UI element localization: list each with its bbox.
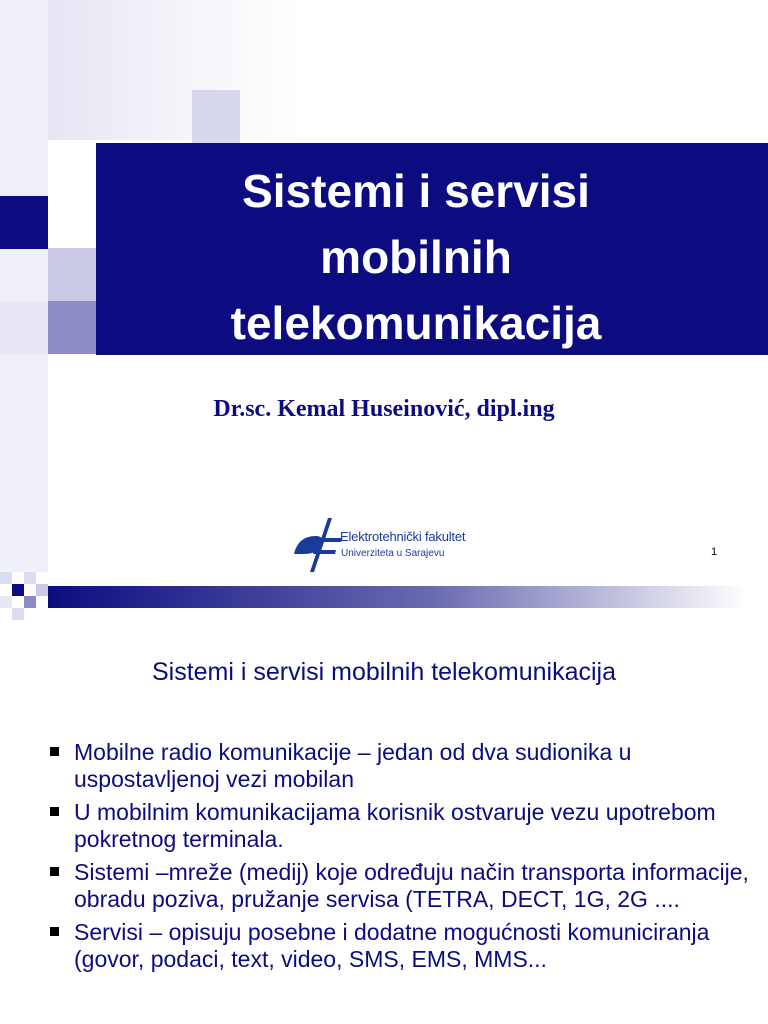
content-slide xyxy=(0,572,768,1024)
etf-logo-icon xyxy=(288,514,342,572)
bullet-list xyxy=(50,739,750,979)
author-name: Dr.sc. Kemal Huseinović, dipl.ing xyxy=(213,396,555,422)
list-item: Servisi – opisuju posebne i dodatne mogućnosti komuniciranja (govor, podaci, text, video, SMS, EMS, MMS... xyxy=(50,919,750,973)
bullet-square-icon xyxy=(50,807,59,816)
title-line-3: telekomunikacija xyxy=(230,297,602,349)
header-decoration xyxy=(0,572,768,622)
title-line-2: mobilnih xyxy=(320,231,512,283)
list-item: Mobilne radio komunikacije – jedan od dva sudionika u uspostavljenoj vezi mobilan xyxy=(50,739,750,793)
bullet-square-icon xyxy=(50,867,59,876)
list-item: Sistemi –mreže (medij) koje određuju način transporta informacije, obradu poziva, pružanje servisa (TETRA, DECT, 1G, 2G .... xyxy=(50,859,750,913)
logo-faculty-name: Elektrotehnički fakultet xyxy=(340,529,466,544)
slide-title xyxy=(96,158,736,356)
content-title: Sistemi i servisi mobilnih telekomunikacija xyxy=(151,658,617,686)
faculty-logo xyxy=(288,514,488,572)
bullet-square-icon xyxy=(50,927,59,936)
bullet-square-icon xyxy=(50,747,59,756)
page-number: 1 xyxy=(711,546,718,558)
logo-university-name: Univerziteta u Sarajevu xyxy=(341,548,445,559)
list-item: U mobilnim komunikacijama korisnik ostvaruje vezu upotrebom pokretnog terminala. xyxy=(50,799,750,853)
title-line-1: Sistemi i servisi xyxy=(242,165,590,217)
